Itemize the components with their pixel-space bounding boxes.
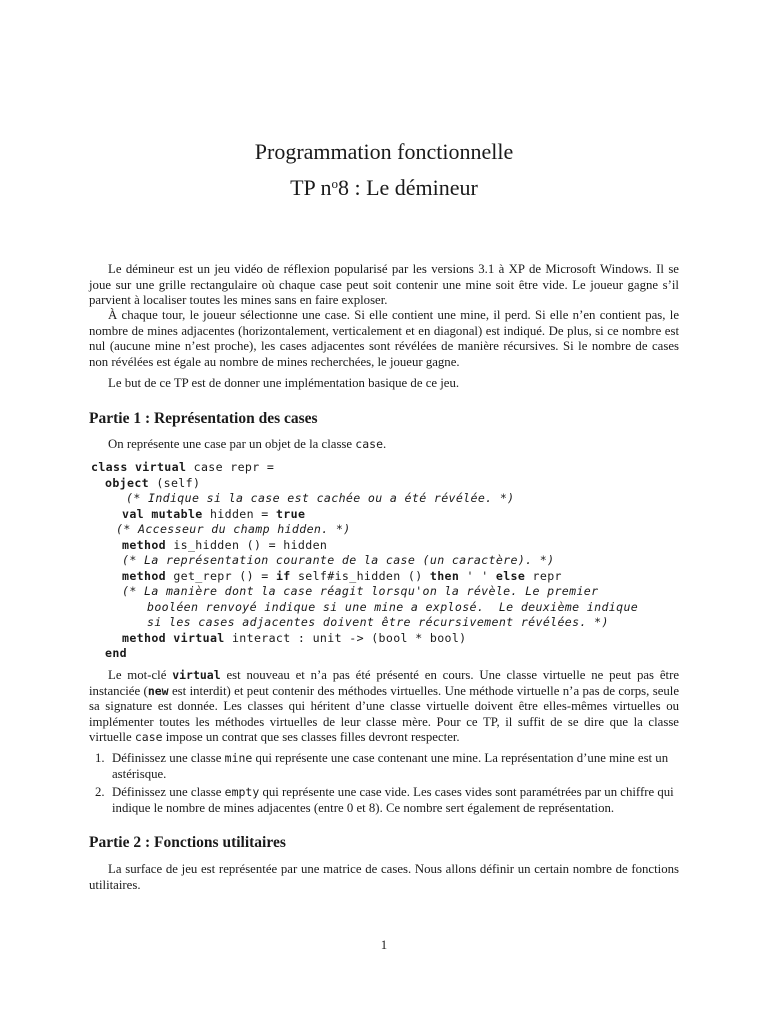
code-keyword: object bbox=[105, 475, 149, 490]
list-item bbox=[89, 751, 679, 782]
list-item-body bbox=[112, 751, 679, 782]
list-item-code: mine bbox=[224, 751, 253, 765]
explanation-text: est interdit) et peut contenir des méthodes virtuelles. Une méthode virtuelle n’a pas de corps, seule sa signature est donnée. Les classes qui héritent d’une classe virtuelle doivent être elles-mêmes virtuelles ou implémenter toutes les méthodes virtuelles de leur classe mère. Pour ce TP, il suffit de se dire que la classe virtuelle bbox=[89, 683, 680, 745]
code-keyword: then bbox=[429, 568, 460, 583]
code-line bbox=[91, 507, 691, 523]
code-line bbox=[91, 646, 691, 662]
list-item-body bbox=[112, 785, 679, 816]
code-comment: (* La représentation courante de la case (un caractère). *) bbox=[122, 553, 555, 567]
list-item-code: empty bbox=[224, 785, 260, 799]
list-item-number: 1. bbox=[95, 751, 105, 765]
code-text: ' ' bbox=[459, 568, 496, 583]
code-keyword: method bbox=[122, 568, 166, 583]
list-item bbox=[89, 785, 679, 816]
list-item-text: qui représente une case vide. Les cases vides sont paramétrées par un chiffre qui indique le nombre de mines adjacentes (entre 0 et 8). Ce nombre sert également de représentation. bbox=[112, 785, 674, 815]
intro-paragraph-3: Le but de ce TP est de donner une implémentation basique de ce jeu. bbox=[108, 376, 460, 390]
explanation-code: new bbox=[147, 683, 169, 698]
subtitle-superscript: o bbox=[331, 176, 338, 191]
part1-heading: Partie 1 : Représentation des cases bbox=[89, 410, 318, 427]
explanation-text: Le mot-clé bbox=[108, 668, 173, 682]
code-line bbox=[91, 569, 691, 585]
code-line bbox=[91, 460, 691, 476]
part1-lead bbox=[89, 437, 679, 453]
explanation-text: est nouveau et n’a pas été présenté en cours. Une classe virtuelle ne peut pas être instanciée ( bbox=[89, 668, 680, 698]
part1-lead-text: On représente une case par un objet de la classe bbox=[108, 437, 356, 451]
code-keyword: else bbox=[495, 568, 526, 583]
explanation-text: impose un contrat que ses classes filles devront respecter. bbox=[162, 730, 460, 745]
code-comment: si les cases adjacentes doivent être récursivement révélées. *) bbox=[147, 615, 609, 629]
document-subtitle bbox=[0, 170, 768, 202]
list-item-text: Définissez une classe bbox=[112, 751, 225, 765]
code-line bbox=[91, 538, 691, 554]
code-text: (self) bbox=[148, 475, 201, 490]
code-block bbox=[91, 460, 691, 662]
page-number: 1 bbox=[380, 938, 388, 952]
code-comment: booléen renvoyé indique si une mine a explosé. Le deuxième indique bbox=[147, 599, 639, 614]
code-text: self#is_hidden () bbox=[290, 568, 430, 583]
code-text: repr bbox=[525, 568, 562, 583]
code-comment: (* La manière dont la case réagit lorsqu'on la révèle. Le premier bbox=[122, 584, 599, 598]
code-keyword: val mutable bbox=[122, 506, 203, 521]
code-keyword: end bbox=[105, 646, 127, 660]
intro-paragraph-2: À chaque tour, le joueur sélectionne une case. Si elle contient une mine, il perd. Si elle n’en contient pas, le nombre de mines adjacentes (horizontalement, verticalement et en diagonal) est indiqué. De plus, si ce nombre est nul (aucune mine n’est proche), les cases adjacentes sont révélées de manière récursives. Si le nombre de cases non révélées est égale au nombre de mines recherchées, le joueur gagne. bbox=[89, 308, 679, 369]
code-text: is_hidden () = hidden bbox=[165, 537, 328, 552]
code-text: interact : unit -> (bool * bool) bbox=[224, 630, 467, 645]
code-text: hidden = bbox=[202, 506, 276, 521]
code-text: case repr = bbox=[186, 460, 275, 474]
code-comment: (* Indique si la case est cachée ou a été révélée. *) bbox=[126, 491, 515, 505]
virtual-explanation bbox=[89, 668, 679, 746]
subtitle-suffix: 8 : Le démineur bbox=[337, 175, 478, 200]
part2-paragraph: La surface de jeu est représentée par une matrice de cases. Nous allons définir un certain nombre de fonctions utilitaires. bbox=[89, 862, 679, 892]
code-keyword: method virtual bbox=[122, 630, 225, 645]
part1-lead-code: case bbox=[355, 437, 383, 451]
list-item-number: 2. bbox=[95, 785, 105, 799]
code-comment: (* Accesseur du champ hidden. *) bbox=[116, 522, 351, 536]
explanation-code: case bbox=[134, 730, 163, 745]
code-line bbox=[91, 631, 691, 647]
list-item-text: qui représente une case contenant une mine. La représentation d’une mine est un astérisque. bbox=[112, 751, 669, 781]
part1-lead-end: . bbox=[383, 437, 387, 451]
part2-heading: Partie 2 : Fonctions utilitaires bbox=[89, 834, 286, 851]
code-text: get_repr () = bbox=[165, 568, 276, 583]
list-item-text: Définissez une classe bbox=[112, 785, 225, 799]
code-keyword: method bbox=[122, 537, 166, 552]
code-keyword: class virtual bbox=[91, 460, 187, 474]
code-keyword: true bbox=[275, 506, 306, 521]
intro-paragraph-1: Le démineur est un jeu vidéo de réflexion popularisé par les versions 3.1 à XP de Microsoft Windows. Il se joue sur une grille rectangulaire où chaque case peut soit contenir une mine soit être vide. Le joueur gagne s’il parvient à localiser toutes les mines sans en faire exploser. bbox=[89, 262, 679, 308]
code-keyword: if bbox=[275, 568, 291, 583]
subtitle-prefix: TP n bbox=[290, 175, 332, 200]
document-title: Programmation fonctionnelle bbox=[254, 139, 514, 164]
explanation-code: virtual bbox=[172, 668, 221, 682]
code-line bbox=[91, 476, 691, 492]
